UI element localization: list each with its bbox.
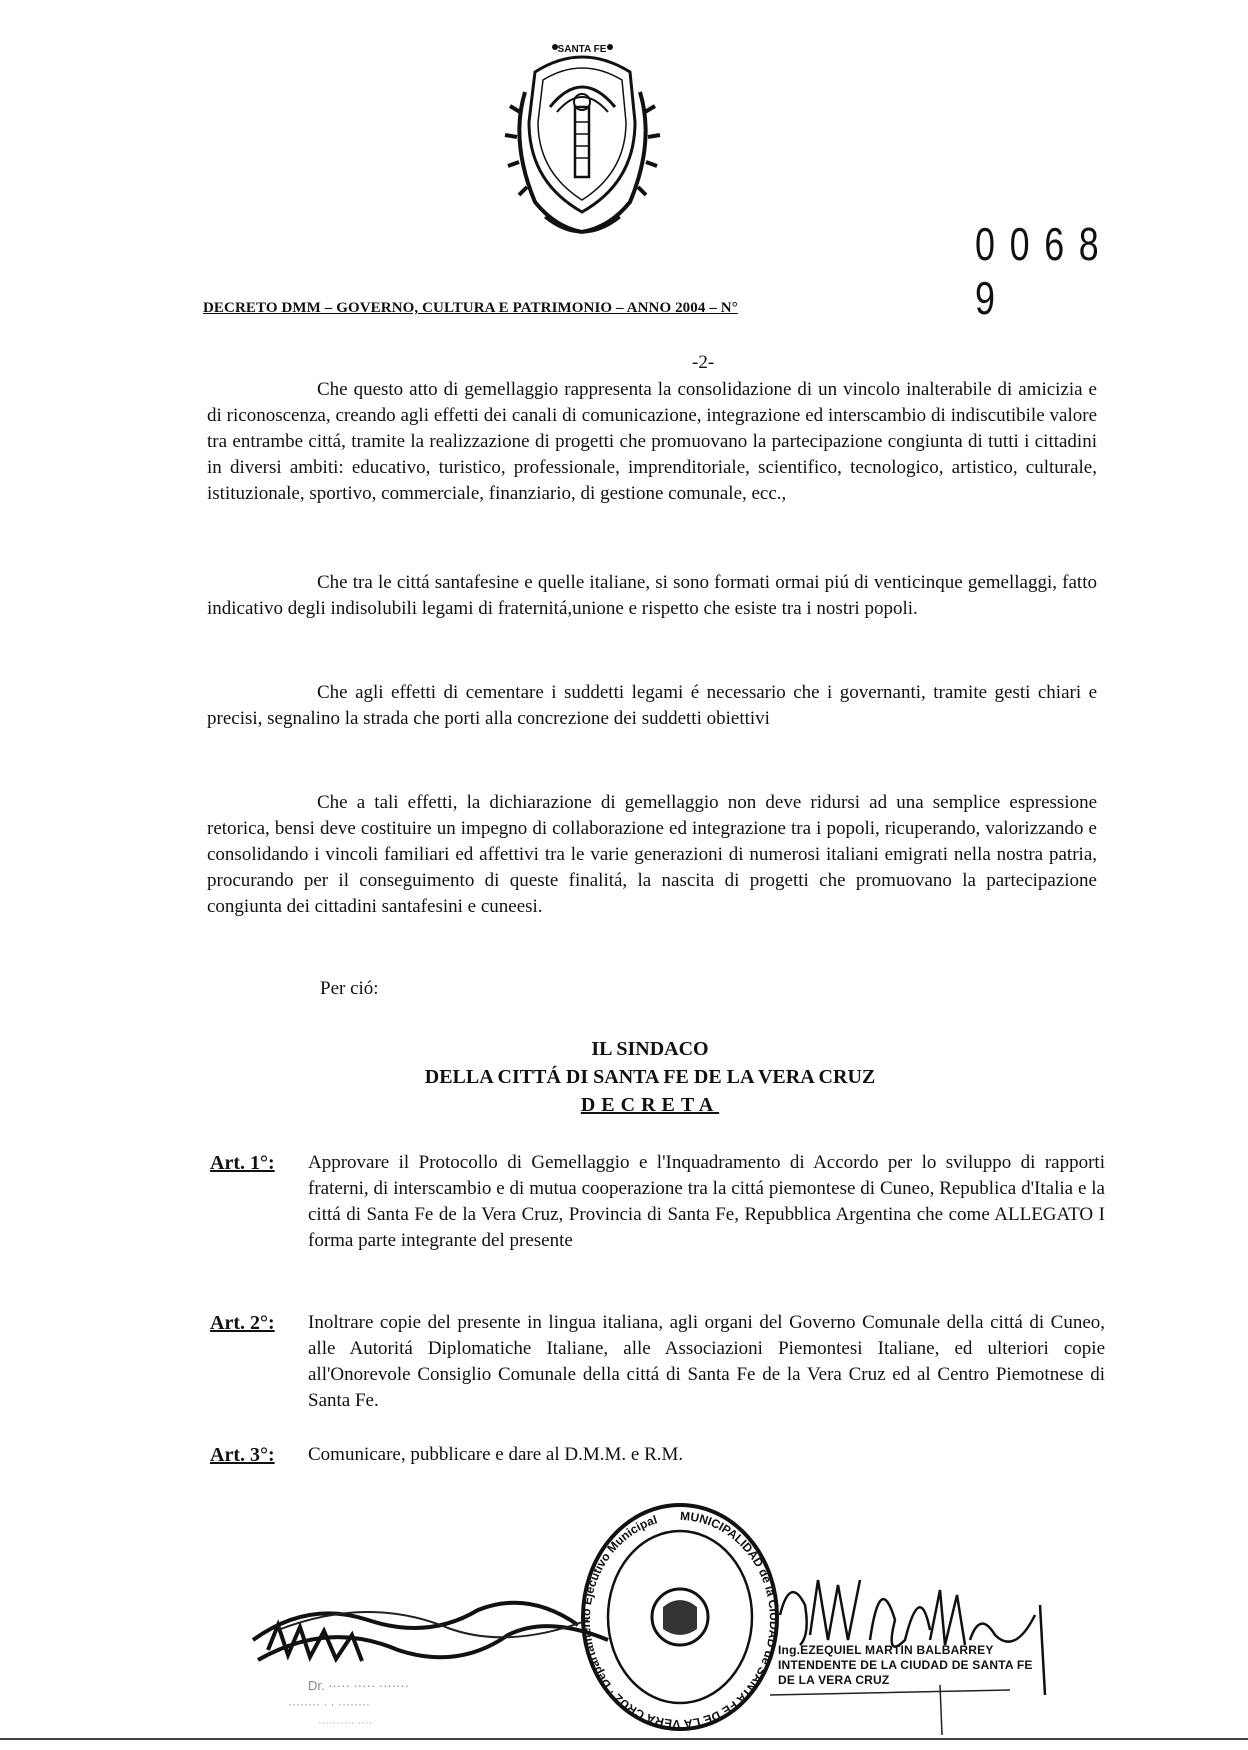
paragraph-4: Che a tali effetti, la dichiarazione di gemellaggio non deve ridursi ad una semplice espressione retorica, bensi deve costituire un impegno di collaborazione ed integrazione tra i popoli, ricuperando, valorizzando e consolidando i vincoli familiari ed affettivi tra le varie generazioni di numerosi italiani emigrati nella nostra patria, procurando per il conseguimento di queste finalitá, la nascita di progetti che promuovano la partecipazione congiunta dei cittadini santafesini e cuneesi. <box>207 792 1097 917</box>
bottom-edge-line <box>0 1738 1248 1740</box>
article-3 <box>210 1442 1105 1468</box>
paragraph-1: Che questo atto di gemellaggio rappresenta la consolidazione di un vincolo inalterabile di amicizia e di riconoscenza, creando agli effetti dei canali di comunicazione, integrazione ed interscambio di indiscutibile valore tra entrambe cittá, tramite la realizzazione di progetti che promuovano la partecipazione congiunta di tutti i cittadini in diversi ambiti: educativo, turistico, professionale, imprenditoriale, scientifico, tecnologico, artistico, culturale, istituzionale, sportivo, commerciale, finanziario, di gestione comunale, ecc., <box>207 379 1097 504</box>
per-cio-label: Per ció: <box>320 978 379 999</box>
article-text: Approvare il Protocollo di Gemellaggio e l'Inquadramento di Accordo per lo sviluppo di rapporti fraterni, di interscambio e di mutua cooperazione tra la cittá piemontese di Cuneo, Republica d'Italia e la cittá di Santa Fe de la Vera Cruz, Provincia di Santa Fe, Repubblica Argentina che come ALLEGATO I forma parte integrante del presente <box>308 1152 1105 1251</box>
article-2 <box>210 1310 1105 1414</box>
article-label: Art. 2°: <box>210 1312 275 1334</box>
article-label: Art. 3°: <box>210 1444 275 1466</box>
decree-header <box>203 218 1153 325</box>
decree-number: 0 0 6 8 9 <box>975 218 1102 324</box>
article-1 <box>210 1150 1105 1254</box>
city-heading: DELLA CITTÁ DI SANTA FE DE LA VERA CRUZ <box>424 1066 876 1088</box>
left-signature <box>248 1580 628 1740</box>
paragraph-2: Che tra le cittá santafesine e quelle italiane, si sono formati ormai piú di venticinque gemellaggi, fatto indicativo degli indisolubili legami di fraternitá,unione e rispetto che esiste tra i nostri popoli. <box>207 572 1097 619</box>
signature-caption <box>778 1643 1033 1688</box>
paragraph-3: Che agli effetti di cementare i suddetti legami é necessario che i governanti, tramite gesti chiari e precisi, segnalino la strada che porti alla concrezione dei suddetti obiettivi <box>207 682 1097 729</box>
article-label: Art. 1°: <box>210 1152 275 1174</box>
coat-of-arms-emblem <box>495 12 670 252</box>
emblem-text: SANTA FE <box>557 44 607 55</box>
mayor-heading: IL SINDACO <box>591 1038 709 1060</box>
signer-name: Ing.EZEQUIEL MARTIN BALBARREY <box>778 1643 994 1657</box>
svg-text:·········· ····: ·········· ···· <box>318 1717 373 1729</box>
decree-title: DECRETO DMM – GOVERNO, CULTURA E PATRIMONIO – ANNO 2004 – N° <box>203 300 738 316</box>
decreta-heading: DECRETA <box>580 1094 720 1116</box>
municipal-seal-stamp <box>575 1495 785 1740</box>
svg-text:········ · · ········: ········ · · ········ <box>288 1697 370 1711</box>
stamp-text: MUNICIPALIDAD de la CIUDAD de SANTA FE DE LA VERA CRUZ · Departamento Ejecutivo Municipal <box>578 1508 782 1732</box>
svg-text:Dr. ····· ····· ·······: Dr. ····· ····· ······· <box>308 1678 410 1693</box>
article-text: Inoltrare copie del presente in lingua italiana, agli organi del Governo Comunale della cittá di Cuneo, alle Autoritá Diplomatiche Italiane, alle Associazioni Piemontesi Italiane, ed ulteriori copie all'Onorevole Consiglio Comunale della cittá di Santa Fe de la Vera Cruz ed al Centro Piemotnese di Santa Fe. <box>308 1312 1105 1411</box>
right-signature <box>770 1545 1070 1735</box>
signer-title: INTENDENTE DE LA CIUDAD DE SANTA FE <box>778 1658 1033 1672</box>
article-text: Comunicare, pubblicare e dare al D.M.M. e R.M. <box>308 1444 684 1465</box>
page-number: -2- <box>692 352 715 373</box>
signer-title-2: DE LA VERA CRUZ <box>778 1673 890 1687</box>
